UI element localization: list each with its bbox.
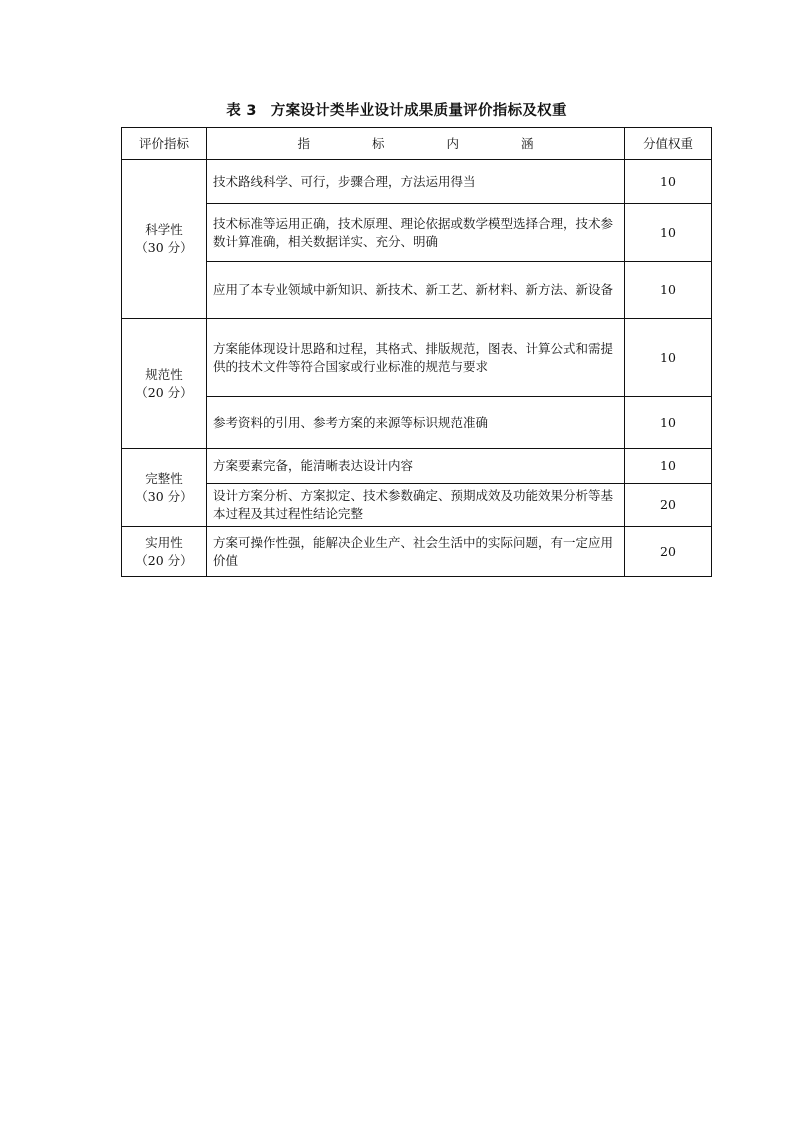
table-row [122,160,712,204]
content-cell: 应用了本专业领域中新知识、新技术、新工艺、新材料、新方法、新设备 [207,262,625,319]
table-row [122,262,712,319]
weight-cell: 10 [625,204,712,262]
table-row [122,319,712,397]
header-content-char: 内 [446,135,460,151]
content-cell: 方案能体现设计思路和过程，其格式、排版规范，图表、计算公式和需提供的技术文件等符合国家或行业标准的规范与要求 [207,319,625,397]
category-name: 规范性 [145,366,183,382]
category-cell-completeness [122,449,207,527]
content-cell: 设计方案分析、方案拟定、技术参数确定、预期成效及功能效果分析等基本过程及其过程性结论完整 [207,484,625,527]
header-weight: 分值权重 [625,128,712,160]
category-points: （20 分） [135,552,193,568]
table-number: 表 3 [226,103,257,119]
category-name: 实用性 [145,534,183,550]
category-cell-normative [122,319,207,449]
header-content-char: 标 [371,135,385,151]
content-cell: 技术标准等运用正确，技术原理、理论依据或数学模型选择合理，技术参数计算准确，相关数据详实、充分、明确 [207,204,625,262]
weight-cell: 10 [625,262,712,319]
weight-cell: 20 [625,527,712,577]
weight-cell: 10 [625,160,712,204]
weight-cell: 10 [625,449,712,484]
category-points: （20 分） [135,384,193,400]
weight-cell: 10 [625,319,712,397]
table-title [0,99,793,120]
content-cell: 技术路线科学、可行，步骤合理，方法运用得当 [207,160,625,204]
category-name: 科学性 [145,222,183,237]
evaluation-table [121,127,712,577]
header-content [207,128,625,160]
category-cell-scientific [122,160,207,319]
content-cell: 方案可操作性强，能解决企业生产、社会生活中的实际问题，有一定应用价值 [207,527,625,577]
table-row [122,204,712,262]
table-row [122,397,712,449]
table-row [122,449,712,484]
category-points: （30 分） [135,488,193,504]
category-cell-practicality [122,527,207,577]
weight-cell: 10 [625,397,712,449]
category-points: （30 分） [135,240,193,255]
table-title-text: 方案设计类毕业设计成果质量评价指标及权重 [270,103,567,119]
content-cell: 参考资料的引用、参考方案的来源等标识规范准确 [207,397,625,449]
header-indicator: 评价指标 [122,128,207,160]
header-row [122,128,712,160]
category-name: 完整性 [145,470,183,486]
content-cell: 方案要素完备，能清晰表达设计内容 [207,449,625,484]
table-row [122,484,712,527]
header-content-char: 涵 [521,135,534,151]
weight-cell: 20 [625,484,712,527]
table-row [122,527,712,577]
header-content-char: 指 [297,135,310,151]
